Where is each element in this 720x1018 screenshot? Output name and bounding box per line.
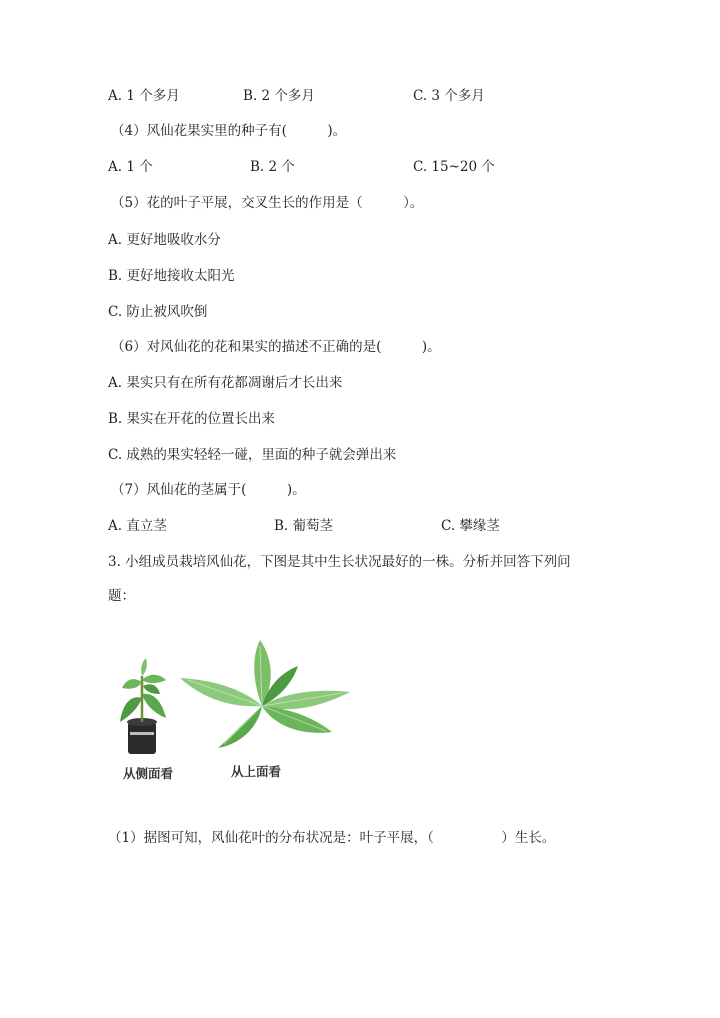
q4-option-a: A. 1 个 (108, 159, 153, 175)
question-3-intro-line2: 题： (108, 588, 135, 604)
q6-option-c: C. 成熟的果实轻轻一碰，里面的种子就会弹出来 (108, 447, 397, 463)
q7-option-c: C. 攀缘茎 (441, 518, 500, 534)
q4-option-b: B. 2 个 (250, 159, 295, 175)
q4-option-c: C. 15~20 个 (413, 159, 495, 175)
q7-option-b: B. 葡萄茎 (274, 518, 334, 534)
question-3-intro-line1: 3. 小组成员栽培风仙花，下图是其中生长状况最好的一株。分析并回答下列问 (108, 554, 571, 570)
q3-option-b: B. 2 个多月 (243, 88, 315, 104)
q7-stem: （7）风仙花的茎属于( )。 (111, 482, 306, 498)
q6-option-b: B. 果实在开花的位置长出来 (108, 411, 276, 427)
question-3-sub-1: （1）据图可知，风仙花叶的分布状况是：叶子平展，（ ）生长。 (108, 830, 556, 846)
q4-stem: （4）风仙花果实里的种子有( )。 (111, 123, 347, 139)
q6-stem: （6）对风仙花的花和果实的描述不正确的是( )。 (111, 339, 441, 355)
q6-option-a: A. 果实只有在所有花都凋谢后才长出来 (108, 375, 343, 391)
caption-top-view: 从上面看 (231, 764, 282, 779)
caption-side-view: 从侧面看 (123, 766, 174, 781)
plant-figure (112, 636, 362, 786)
q5-stem: （5）花的叶子平展，交叉生长的作用是（ ）。 (111, 195, 424, 211)
top-view-plant-image (180, 640, 350, 748)
q5-option-a: A. 更好地吸收水分 (108, 232, 221, 248)
q5-option-b: B. 更好地接收太阳光 (108, 268, 235, 284)
q3-option-c: C. 3 个多月 (413, 88, 485, 104)
q3-option-a: A. 1 个多月 (108, 88, 180, 104)
q7-option-a: A. 直立茎 (108, 518, 167, 534)
q5-option-c: C. 防止被风吹倒 (108, 304, 208, 320)
side-view-plant-image (120, 658, 166, 754)
